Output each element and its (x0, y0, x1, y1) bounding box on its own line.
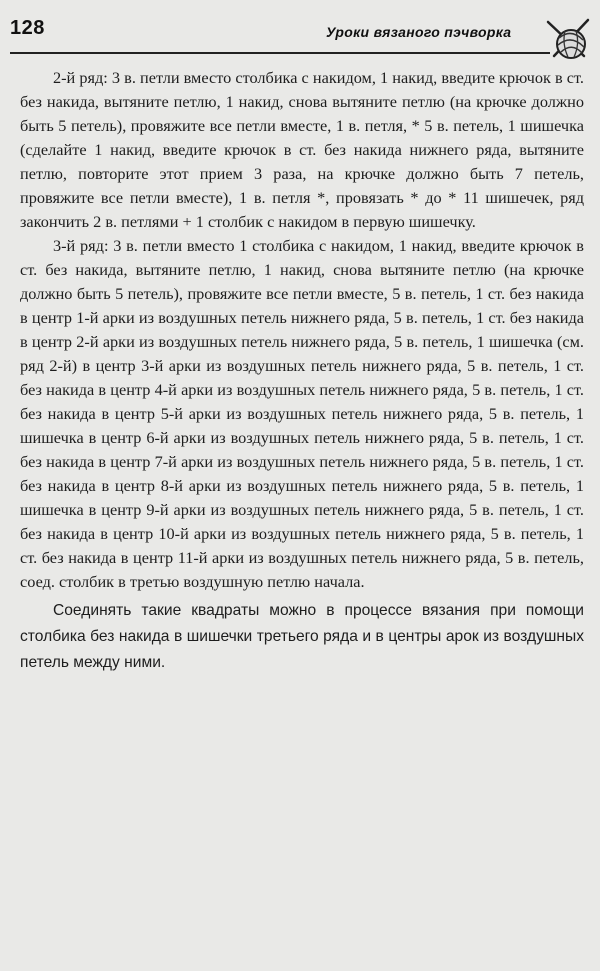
page-header (0, 0, 600, 64)
page-number: 128 (10, 17, 45, 39)
yarn-ball-icon (544, 16, 592, 60)
paragraph-row-2: 2-й ряд: 3 в. петли вместо столбика с накидом, 1 накид, введите крючок в ст. без накида, вытяните петлю, 1 накид, снова вытяните петлю (на крючке должно быть 5 петель), провяжите все петли вместе, 1 в. петля, * 5 в. петель, 1 шишечка (сделайте 1 накид, введите крючок в ст. без накида нижнего ряда, вытяните петлю, повторите этот прием 3 раза, на крючке должно быть 7 петель, провяжите все петли вместе), 1 в. петля *, провязать * до * 11 шишечек, ряд закончить 2 в. петлями + 1 столбик с накидом в первую шишечку. (20, 68, 584, 231)
paragraph-joining: Соединять такие квадраты можно в процессе вязания при помощи столбика без накида в шишечки третьего ряда и в центры арок из воздушных петель между ними. (20, 602, 584, 671)
paragraph-row-3: 3-й ряд: 3 в. петли вместо 1 столбика с накидом, 1 накид, введите крючок в ст. без накида, вытяните петлю, 1 накид, снова вытяните петлю (на крючке должно быть 5 петель), провяжите все петли вместе, 5 в. петель, 1 ст. без накида в центр 1-й арки из воздушных петель нижнего ряда, 5 в. петель, 1 ст. без накида в центр 2-й арки из воздушных петель нижнего ряда, 5 в. петель, 1 шишечка (см. ряд 2-й) в центр 3-й арки из воздушных петель нижнего ряда, 5 в. петель, 1 ст. без накида в центр 4-й арки из воздушных петель нижнего ряда, 5 в. петель, 1 ст. без накида в центр 5-й арки из воздушных петель нижнего ряда, 5 в. петель, 1 шишечка в центр 6-й арки из воздушных петель нижнего ряда, 5 в. петель, 1 ст. без накида в центр 7-й арки из воздушных петель нижнего ряда, 5 в. петель, 1 ст. без накида в центр 8-й арки из воздушных петель нижнего ряда, 5 в. петель, 1 шишечка в центр 9-й арки из воздушных петель нижнего ряда, 5 в. петель, 1 ст. без накида в центр 10-й арки из воздушных петель нижнего ряда, 5 в. петель, 1 ст. без накида в центр 11-й арки из воздушных петель нижнего ряда, 5 в. петель, соед. столбик в третью воздушную петлю начала. (20, 236, 584, 591)
body-text (20, 66, 584, 676)
header-divider (10, 52, 550, 54)
running-title: Уроки вязаного пэчворка (326, 24, 512, 40)
